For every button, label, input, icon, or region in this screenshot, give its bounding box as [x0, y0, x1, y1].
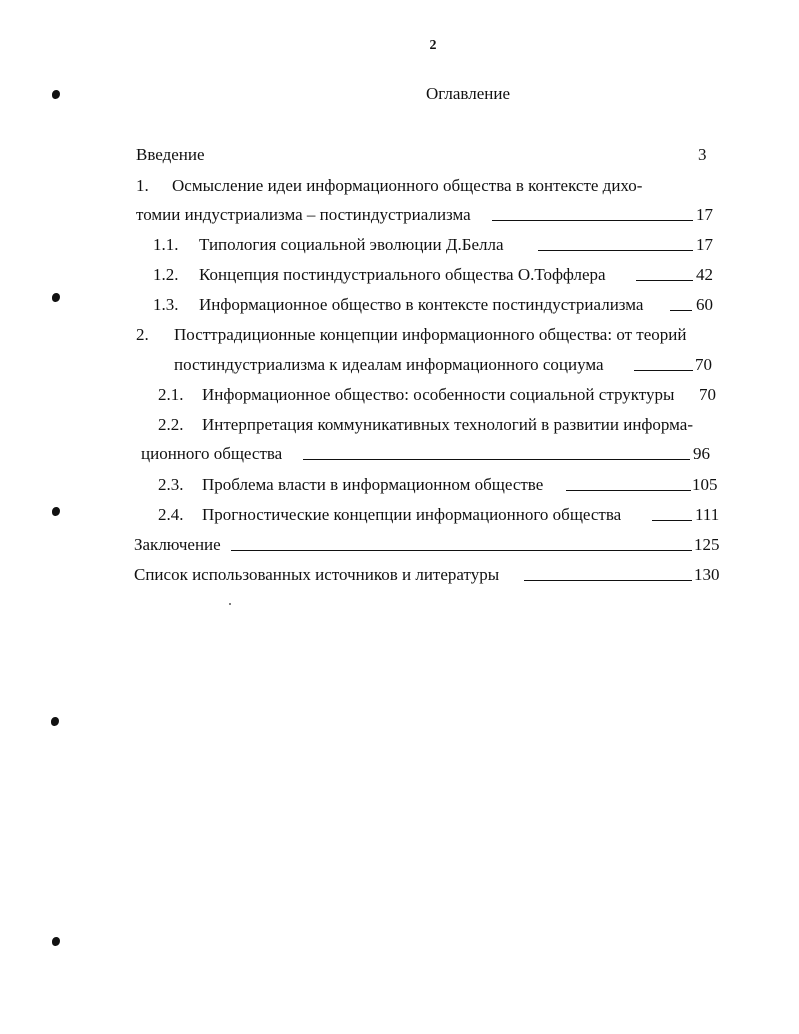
dot-leader — [636, 280, 693, 281]
toc-entry-label: Информационное общество в контексте постиндустриализма — [199, 295, 644, 314]
toc-page-number: 70 — [699, 385, 716, 404]
toc-entry-number: 2.2. — [158, 415, 184, 434]
toc-page-number: 111 — [695, 505, 720, 524]
toc-page-number: 17 — [696, 205, 713, 224]
toc-entry-label: Проблема власти в информационном обществе — [202, 475, 544, 494]
toc-entry-chapter-2-continued[interactable] — [174, 354, 604, 376]
binder-hole-mark — [52, 507, 60, 516]
toc-entry-intro[interactable] — [136, 144, 205, 166]
toc-page-number: 42 — [696, 265, 713, 284]
toc-entry-section-2-4[interactable] — [158, 504, 621, 526]
dot-leader — [634, 370, 693, 371]
dot-leader — [524, 580, 692, 581]
dot-leader — [670, 310, 692, 311]
toc-entry-number: 1.3. — [153, 295, 179, 314]
toc-page-number: 70 — [695, 355, 712, 374]
toc-entry-number: 2.1. — [158, 385, 184, 404]
toc-entry-references[interactable] — [134, 564, 499, 586]
dot-leader — [492, 220, 693, 221]
toc-entry-label: Посттрадиционные концепции информационного общества: от теорий — [174, 325, 687, 344]
toc-entry-number: 2. — [136, 325, 149, 344]
toc-entry-label: Осмысление идеи информационного общества в контексте дихо- — [172, 176, 643, 195]
toc-entry-section-1-2[interactable] — [153, 264, 606, 286]
toc-entry-chapter-2[interactable] — [136, 324, 686, 346]
toc-page-number: 17 — [696, 235, 713, 254]
toc-entry-section-1-3[interactable] — [153, 294, 643, 316]
dot-leader — [538, 250, 693, 251]
toc-page-number: 125 — [694, 535, 720, 554]
toc-page-number: 105 — [692, 475, 718, 494]
toc-entry-label: Введение — [136, 145, 205, 164]
toc-entry-label: постиндустриализма к идеалам информационного социума — [174, 355, 604, 374]
dot-leader — [566, 490, 691, 491]
binder-hole-mark — [51, 717, 59, 726]
toc-entry-number: 2.4. — [158, 505, 184, 524]
toc-entry-section-2-1[interactable] — [158, 384, 674, 406]
toc-entry-label: Типология социальной эволюции Д.Белла — [199, 235, 504, 254]
toc-entry-number: 1.2. — [153, 265, 179, 284]
dot-leader — [303, 459, 690, 460]
toc-entry-label: Информационное общество: особенности социальной структуры — [202, 385, 675, 404]
toc-entry-conclusion[interactable] — [134, 534, 221, 556]
toc-entry-label: ционного общества — [141, 444, 283, 463]
binder-hole-mark — [52, 293, 60, 302]
binder-hole-mark — [52, 937, 60, 946]
toc-entry-number: 1. — [136, 176, 149, 195]
toc-entry-number: 1.1. — [153, 235, 179, 254]
toc-entry-label: Прогностические концепции информационного общества — [202, 505, 622, 524]
toc-entry-chapter-1[interactable] — [136, 175, 642, 197]
toc-entry-section-2-2-continued[interactable] — [141, 443, 282, 465]
toc-entry-label: Концепция постиндустриального общества О.Тоффлера — [199, 265, 606, 284]
toc-entry-section-2-3[interactable] — [158, 474, 543, 496]
scan-speck — [229, 603, 231, 605]
toc-page-number: 96 — [693, 444, 710, 463]
toc-entry-section-1-1[interactable] — [153, 234, 504, 256]
toc-entry-label: Заключение — [134, 535, 221, 554]
toc-entry-section-2-2[interactable] — [158, 414, 693, 436]
toc-entry-label: томии индустриализма – постиндустриализма — [136, 205, 471, 224]
toc-entry-number: 2.3. — [158, 475, 184, 494]
dot-leader — [652, 520, 692, 521]
toc-page-number: 3 — [698, 145, 707, 164]
dot-leader — [231, 550, 692, 551]
toc-page-number: 60 — [696, 295, 713, 314]
toc-entry-label: Интерпретация коммуникативных технологий в развитии информа- — [202, 415, 694, 434]
toc-page-number: 130 — [694, 565, 720, 584]
toc-entry-label: Список использованных источников и литературы — [134, 565, 500, 584]
page-number: 2 — [429, 38, 437, 53]
toc-entry-chapter-1-continued[interactable] — [136, 204, 471, 226]
page-title: Оглавление — [426, 84, 510, 103]
